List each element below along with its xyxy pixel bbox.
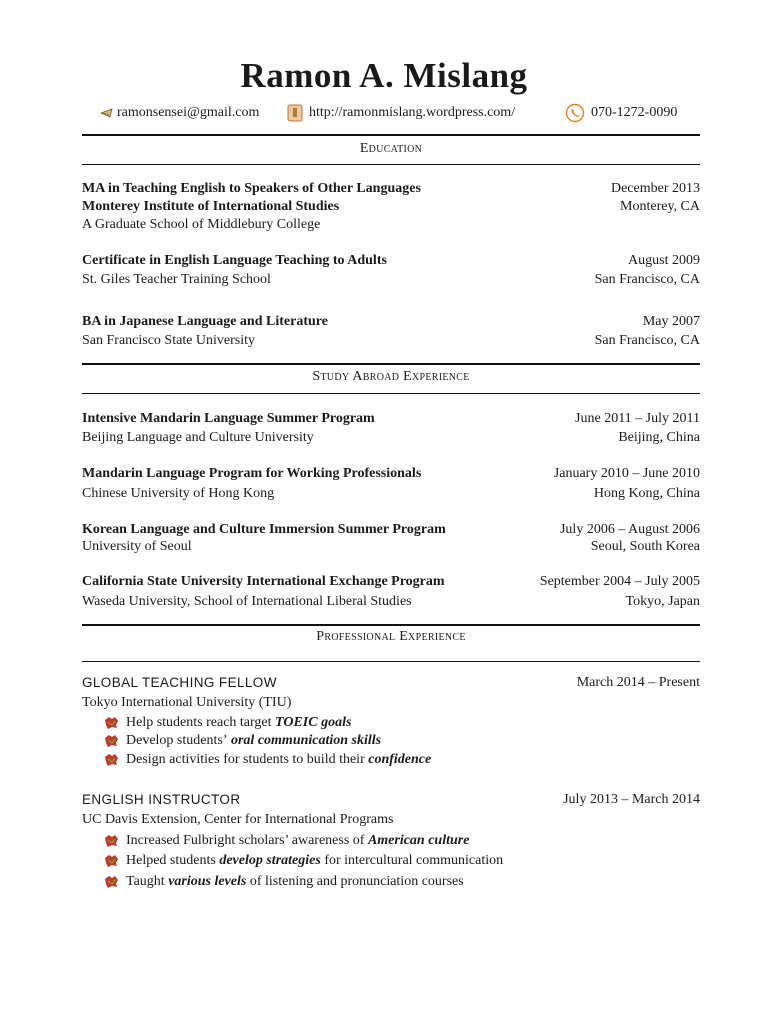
program-date: June 2011 – July 2011	[575, 411, 700, 426]
bullet-text-tail: for intercultural communication	[324, 853, 504, 868]
school-location: Tokyo, Japan	[625, 594, 700, 609]
bullet-emphasis: oral communication skills	[230, 733, 382, 748]
education-entry-3	[82, 312, 700, 331]
school-location: San Francisco, CA	[594, 333, 700, 348]
website-text[interactable]: http://ramonmislang.wordpress.com/	[309, 105, 516, 120]
school-name: San Francisco State University	[82, 333, 256, 348]
bullet-text: Design activities for students to build their	[126, 752, 365, 767]
education-entry-1-note	[82, 215, 700, 234]
bullet-emphasis: American culture	[367, 833, 470, 848]
bullet-text: Develop students’	[126, 733, 228, 748]
candidate-name: Ramon A. Mislang	[240, 56, 528, 95]
job-2-org	[82, 810, 700, 829]
degree-date: May 2007	[642, 314, 700, 329]
job-2	[82, 790, 700, 809]
job-organization: Tokyo International University (TIU)	[82, 695, 292, 710]
email-text[interactable]: ramonsensei@gmail.com	[117, 105, 260, 120]
degree-title: BA in Japanese Language and Literature	[82, 314, 328, 329]
school-name: Monterey Institute of International Studies	[82, 199, 340, 214]
website-icon	[287, 104, 303, 122]
program-title: Mandarin Language Program for Working Professionals	[82, 466, 422, 481]
education-heading: Education	[359, 141, 423, 156]
education-entry-3-school	[82, 331, 700, 350]
school-location: Monterey, CA	[620, 199, 700, 214]
school-location: Seoul, South Korea	[590, 539, 700, 554]
job-date: July 2013 – March 2014	[563, 792, 700, 807]
study-entry-4	[82, 572, 700, 591]
contact-line	[0, 101, 768, 125]
phone-text[interactable]: 070-1272-0090	[591, 105, 678, 120]
program-title: Intensive Mandarin Language Summer Program	[82, 411, 375, 426]
job-date: March 2014 – Present	[576, 675, 700, 690]
job-bullet	[104, 731, 381, 750]
flower-bullet-icon	[104, 875, 119, 889]
email-contact[interactable]	[100, 101, 259, 125]
professional-heading: Professional Experience	[316, 629, 466, 644]
bullet-emphasis: develop strategies	[219, 853, 321, 868]
flower-bullet-icon	[104, 734, 119, 748]
job-1-org	[82, 693, 700, 712]
program-title: Korean Language and Culture Immersion Summer Program	[82, 522, 446, 537]
study-abroad-heading: Study Abroad Experience	[312, 369, 470, 384]
study-entry-3-school	[82, 537, 700, 556]
flower-bullet-icon	[104, 753, 119, 767]
program-date: July 2006 – August 2006	[559, 522, 700, 537]
program-date: January 2010 – June 2010	[553, 466, 700, 481]
job-bullet	[104, 713, 351, 732]
study-entry-1-school	[82, 428, 700, 447]
education-entry-2	[82, 251, 700, 270]
school-name: Beijing Language and Culture University	[82, 430, 314, 445]
job-organization: UC Davis Extension, Center for International Programs	[82, 812, 394, 827]
bullet-text: Increased Fulbright scholars’ awareness of	[126, 833, 365, 848]
education-entry-1	[82, 179, 700, 198]
bullet-text-tail: of listening and pronunciation courses	[249, 874, 464, 889]
bullet-emphasis: various levels	[168, 874, 247, 889]
school-location: Beijing, China	[618, 430, 700, 445]
program-title: California State University International Exchange Program	[82, 574, 445, 589]
bullet-emphasis: confidence	[368, 752, 432, 767]
school-location: San Francisco, CA	[594, 272, 700, 287]
divider	[82, 393, 700, 394]
phone-contact[interactable]	[565, 101, 677, 125]
divider	[82, 164, 700, 165]
school-name: St. Giles Teacher Training School	[82, 272, 271, 287]
bullet-text: Helped students	[126, 853, 216, 868]
phone-icon	[565, 103, 585, 123]
degree-date: December 2013	[610, 181, 700, 196]
bullet-text: Taught	[126, 874, 165, 889]
school-name: Waseda University, School of International Liberal Studies	[82, 594, 412, 609]
job-title: ENGLISH INSTRUCTOR	[82, 792, 241, 807]
job-1	[82, 673, 700, 692]
website-contact[interactable]	[287, 101, 515, 125]
school-location: Hong Kong, China	[593, 486, 700, 501]
study-entry-2	[82, 464, 700, 483]
job-bullet	[104, 750, 431, 769]
education-entry-1-school	[82, 197, 700, 216]
divider	[82, 624, 700, 626]
school-name: University of Seoul	[82, 539, 192, 554]
flower-bullet-icon	[104, 834, 119, 848]
job-bullet	[104, 872, 464, 891]
program-date: September 2004 – July 2005	[539, 574, 700, 589]
flower-bullet-icon	[104, 716, 119, 730]
job-bullet	[104, 851, 503, 870]
degree-date: August 2009	[628, 253, 700, 268]
study-entry-2-school	[82, 484, 700, 503]
degree-title: Certificate in English Language Teaching to Adults	[82, 253, 387, 268]
job-bullet	[104, 831, 469, 850]
degree-title: MA in Teaching English to Speakers of Other Languages	[82, 181, 421, 196]
study-entry-1	[82, 409, 700, 428]
school-name: Chinese University of Hong Kong	[82, 486, 275, 501]
divider	[82, 134, 700, 136]
divider	[82, 661, 700, 662]
education-entry-2-school	[82, 270, 700, 289]
study-entry-4-school	[82, 592, 700, 611]
divider	[82, 363, 700, 365]
bullet-text: Help students reach target	[126, 715, 272, 730]
email-icon	[100, 107, 114, 119]
school-note: A Graduate School of Middlebury College	[82, 217, 321, 232]
job-title: GLOBAL TEACHING FELLOW	[82, 675, 277, 690]
flower-bullet-icon	[104, 854, 119, 868]
bullet-emphasis: TOEIC goals	[275, 715, 352, 730]
